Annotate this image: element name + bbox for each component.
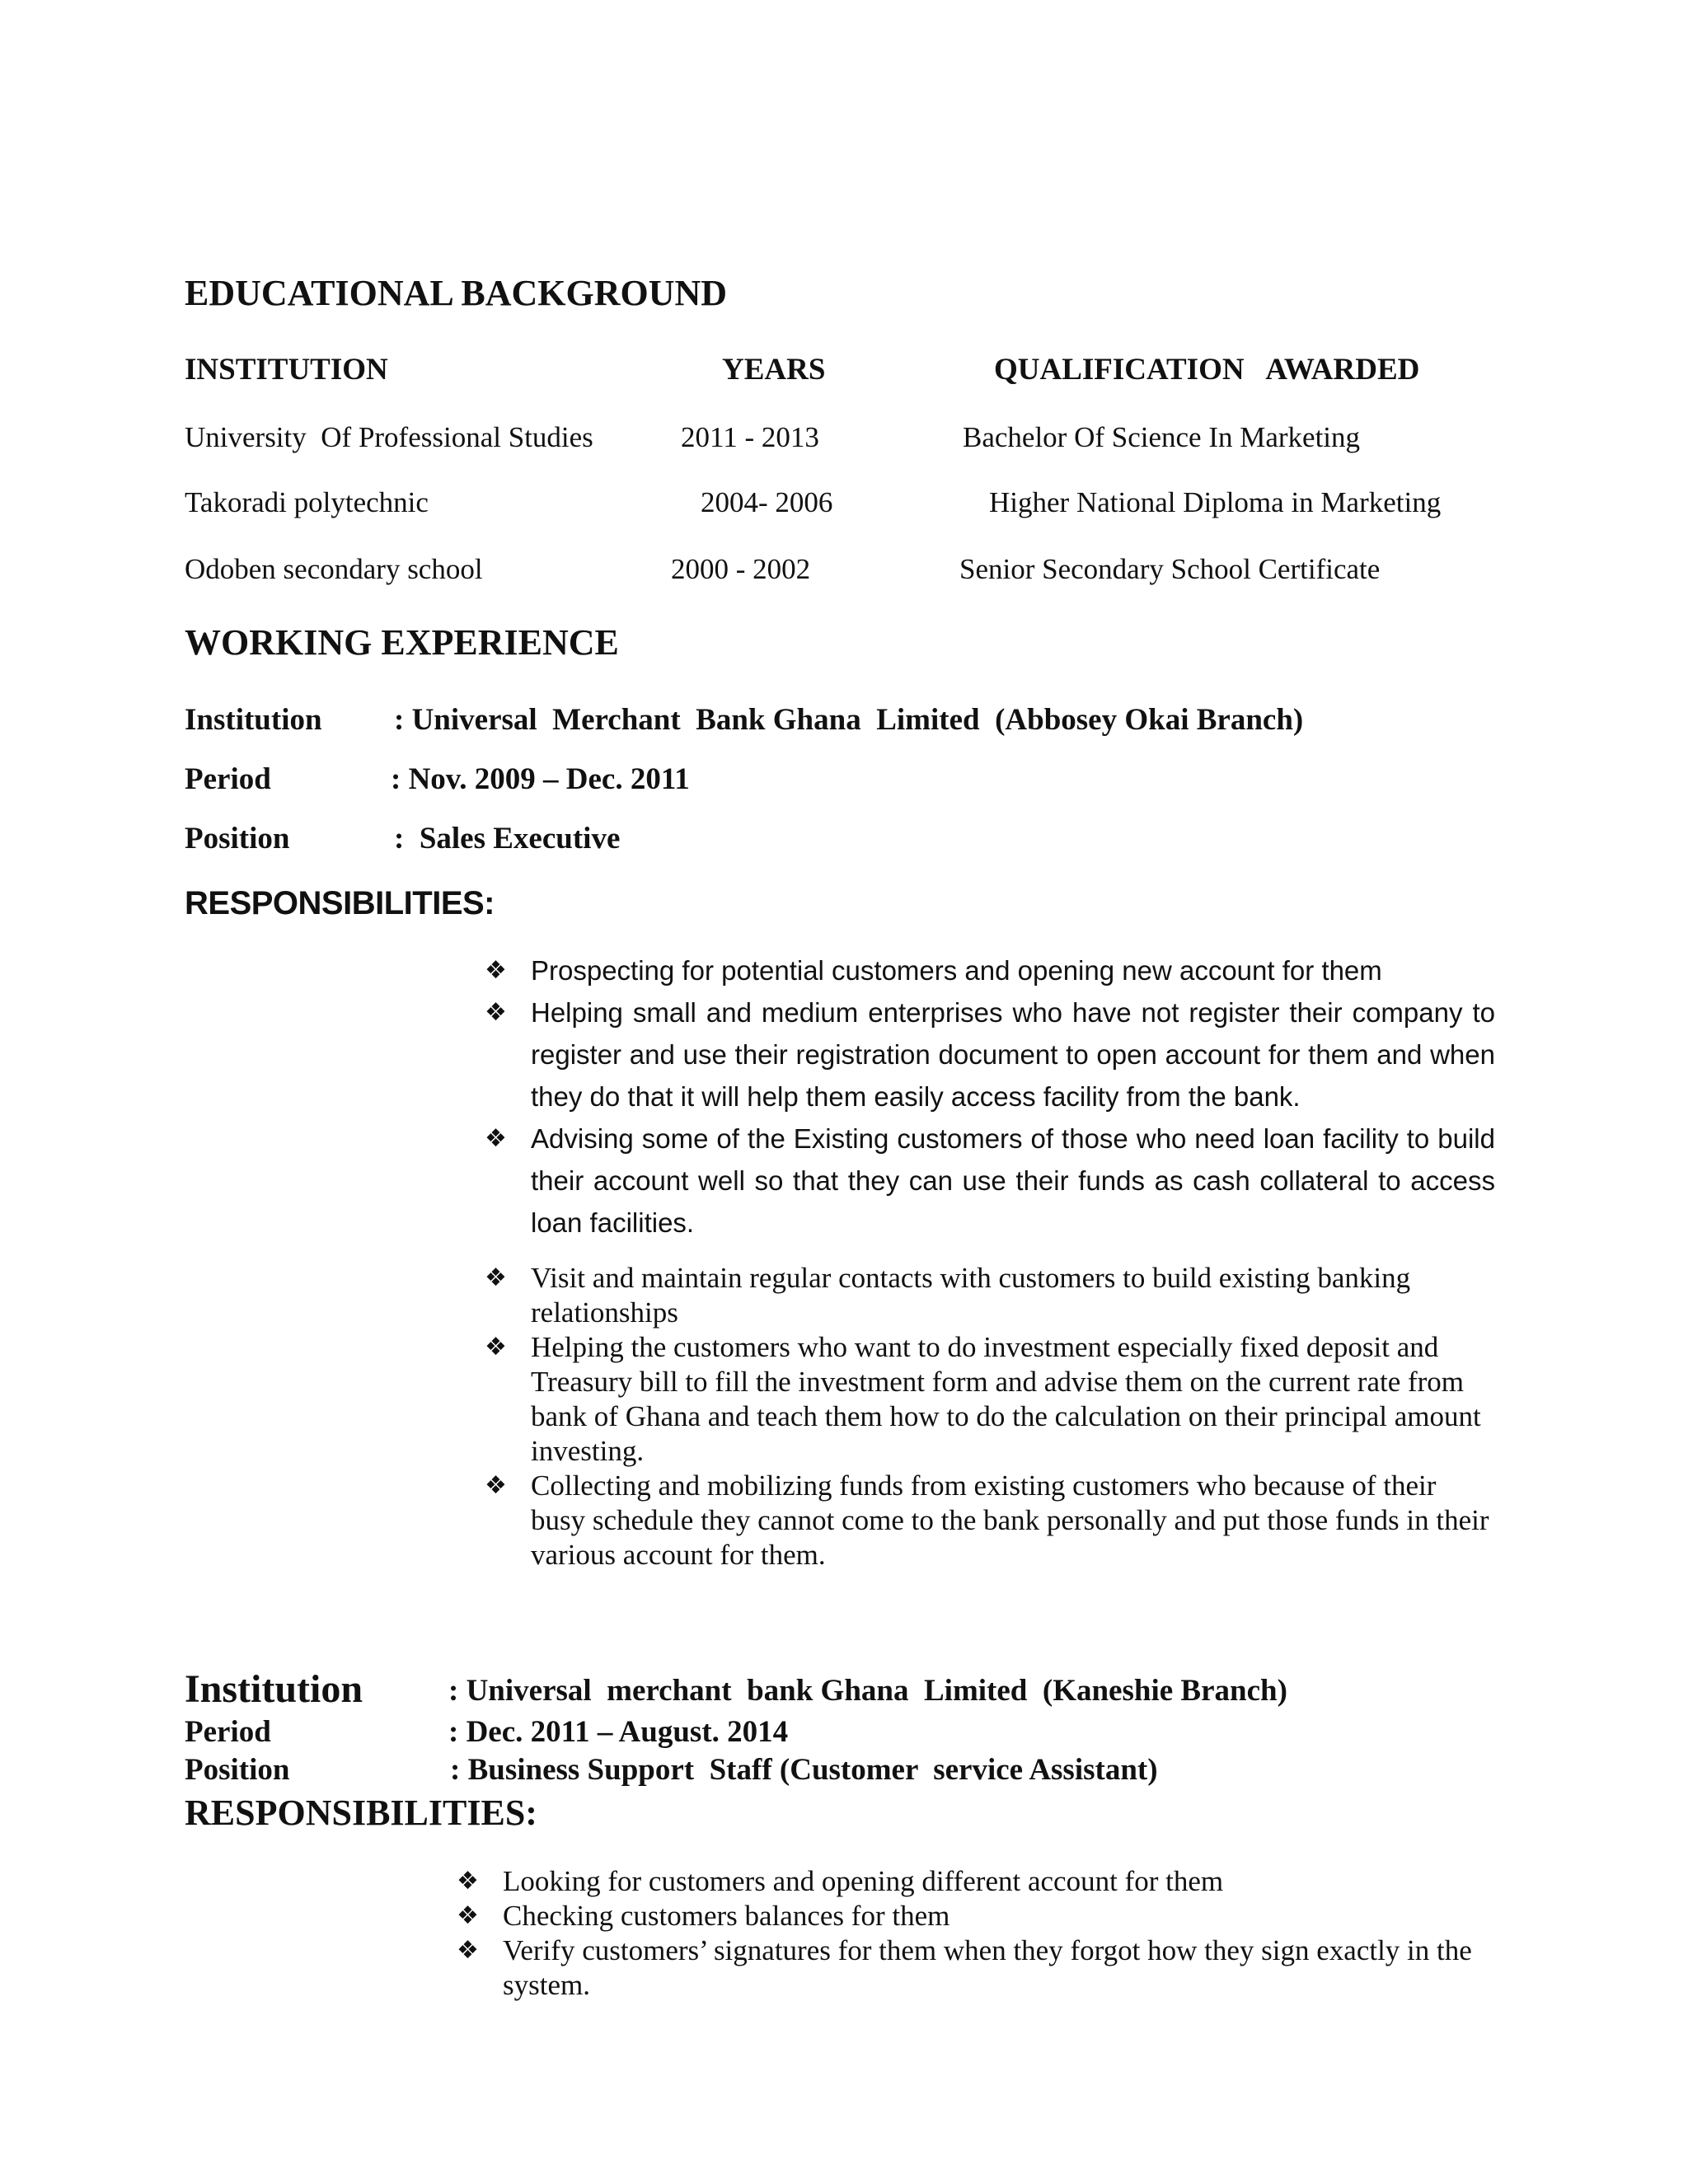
col-header-qualification: QUALIFICATION AWARDED bbox=[994, 353, 1420, 387]
job2-period-value: : Dec. 2011 – August. 2014 bbox=[448, 1715, 789, 1749]
list-item: ❖ Checking customers balances for them bbox=[457, 1900, 950, 1932]
diamond-bullet-icon: ❖ bbox=[485, 1333, 507, 1361]
diamond-bullet-icon: ❖ bbox=[485, 956, 507, 985]
diamond-bullet-icon: ❖ bbox=[457, 1867, 479, 1896]
job1-institution-value: : Universal Merchant Bank Ghana Limited (Abbosey Okai Branch) bbox=[394, 703, 1304, 737]
education-title: EDUCATIONAL BACKGROUND bbox=[185, 273, 728, 313]
job2-institution-label: Institution bbox=[185, 1667, 363, 1711]
list-item: ❖ Helping the customers who want to do investment especially fixed deposit and Treasury bill to fill the investment form and advise them on the current rate from bank of Ghana and teach them how to do the calculation on their principal amount investing. bbox=[485, 1331, 1481, 1467]
col-header-years: YEARS bbox=[722, 353, 826, 387]
edu-row-3-years: 2000 - 2002 bbox=[671, 553, 811, 585]
job2-institution-value: : Universal merchant bank Ghana Limited (Kaneshie Branch) bbox=[448, 1674, 1287, 1708]
edu-row-3-qualification: Senior Secondary School Certificate bbox=[959, 553, 1381, 585]
job2-position-label: Position bbox=[185, 1753, 290, 1787]
edu-row-3-institution: Odoben secondary school bbox=[185, 553, 483, 585]
experience-title: WORKING EXPERIENCE bbox=[185, 622, 619, 663]
col-header-institution: INSTITUTION bbox=[185, 353, 388, 387]
job2-position-value: : Business Support Staff (Customer service Assistant) bbox=[450, 1753, 1158, 1787]
edu-row-2-institution: Takoradi polytechnic bbox=[185, 486, 429, 518]
edu-row-2-qualification: Higher National Diploma in Marketing bbox=[989, 486, 1442, 518]
job2-period-label: Period bbox=[185, 1715, 271, 1749]
job1-responsibilities-title: RESPONSIBILITIES: bbox=[185, 885, 495, 921]
edu-row-2-years: 2004- 2006 bbox=[701, 486, 833, 518]
diamond-bullet-icon: ❖ bbox=[485, 998, 507, 1027]
job1-period-label: Period bbox=[185, 762, 271, 796]
edu-row-1-qualification: Bachelor Of Science In Marketing bbox=[963, 421, 1361, 453]
edu-row-1-institution: University Of Professional Studies bbox=[185, 421, 593, 453]
list-item: ❖ Prospecting for potential customers and opening new account for them bbox=[531, 949, 1495, 991]
diamond-bullet-icon: ❖ bbox=[457, 1936, 479, 1965]
diamond-bullet-icon: ❖ bbox=[485, 1263, 507, 1292]
list-item: ❖ Collecting and mobilizing funds from existing customers who because of their busy schedule they cannot come to the bank personally and put those funds in their various account for them. bbox=[485, 1469, 1489, 1571]
list-item: ❖ Looking for customers and opening different account for them bbox=[457, 1865, 1224, 1897]
job1-institution-label: Institution bbox=[185, 703, 322, 737]
diamond-bullet-icon: ❖ bbox=[485, 1471, 507, 1500]
job1-position-value: : Sales Executive bbox=[394, 822, 621, 855]
job1-period-value: : Nov. 2009 – Dec. 2011 bbox=[391, 762, 690, 796]
diamond-bullet-icon: ❖ bbox=[485, 1124, 507, 1153]
edu-row-1-years: 2011 - 2013 bbox=[681, 421, 819, 453]
job1-responsibilities-list-a bbox=[485, 949, 1495, 1244]
job2-responsibilities-list bbox=[457, 1864, 1484, 2003]
list-item: ❖ Visit and maintain regular contacts with customers to build existing banking relationships bbox=[485, 1262, 1411, 1329]
job1-position-label: Position bbox=[185, 822, 290, 855]
job1-responsibilities-list-b bbox=[485, 1261, 1495, 1572]
diamond-bullet-icon: ❖ bbox=[457, 1901, 479, 1930]
list-item: ❖ Helping small and medium enterprises who have not register their company to register and use their registration document to open account for them and when they do that it will help them easily access facility from the bank. bbox=[531, 991, 1495, 1118]
list-item: ❖ Advising some of the Existing customers of those who need loan facility to build their account well so that they can use their funds as cash collateral to access loan facilities. bbox=[531, 1118, 1495, 1244]
job2-responsibilities-title: RESPONSIBILITIES: bbox=[185, 1793, 537, 1833]
list-item: ❖ Verify customers’ signatures for them when they forgot how they sign exactly in the system. bbox=[457, 1934, 1472, 2001]
